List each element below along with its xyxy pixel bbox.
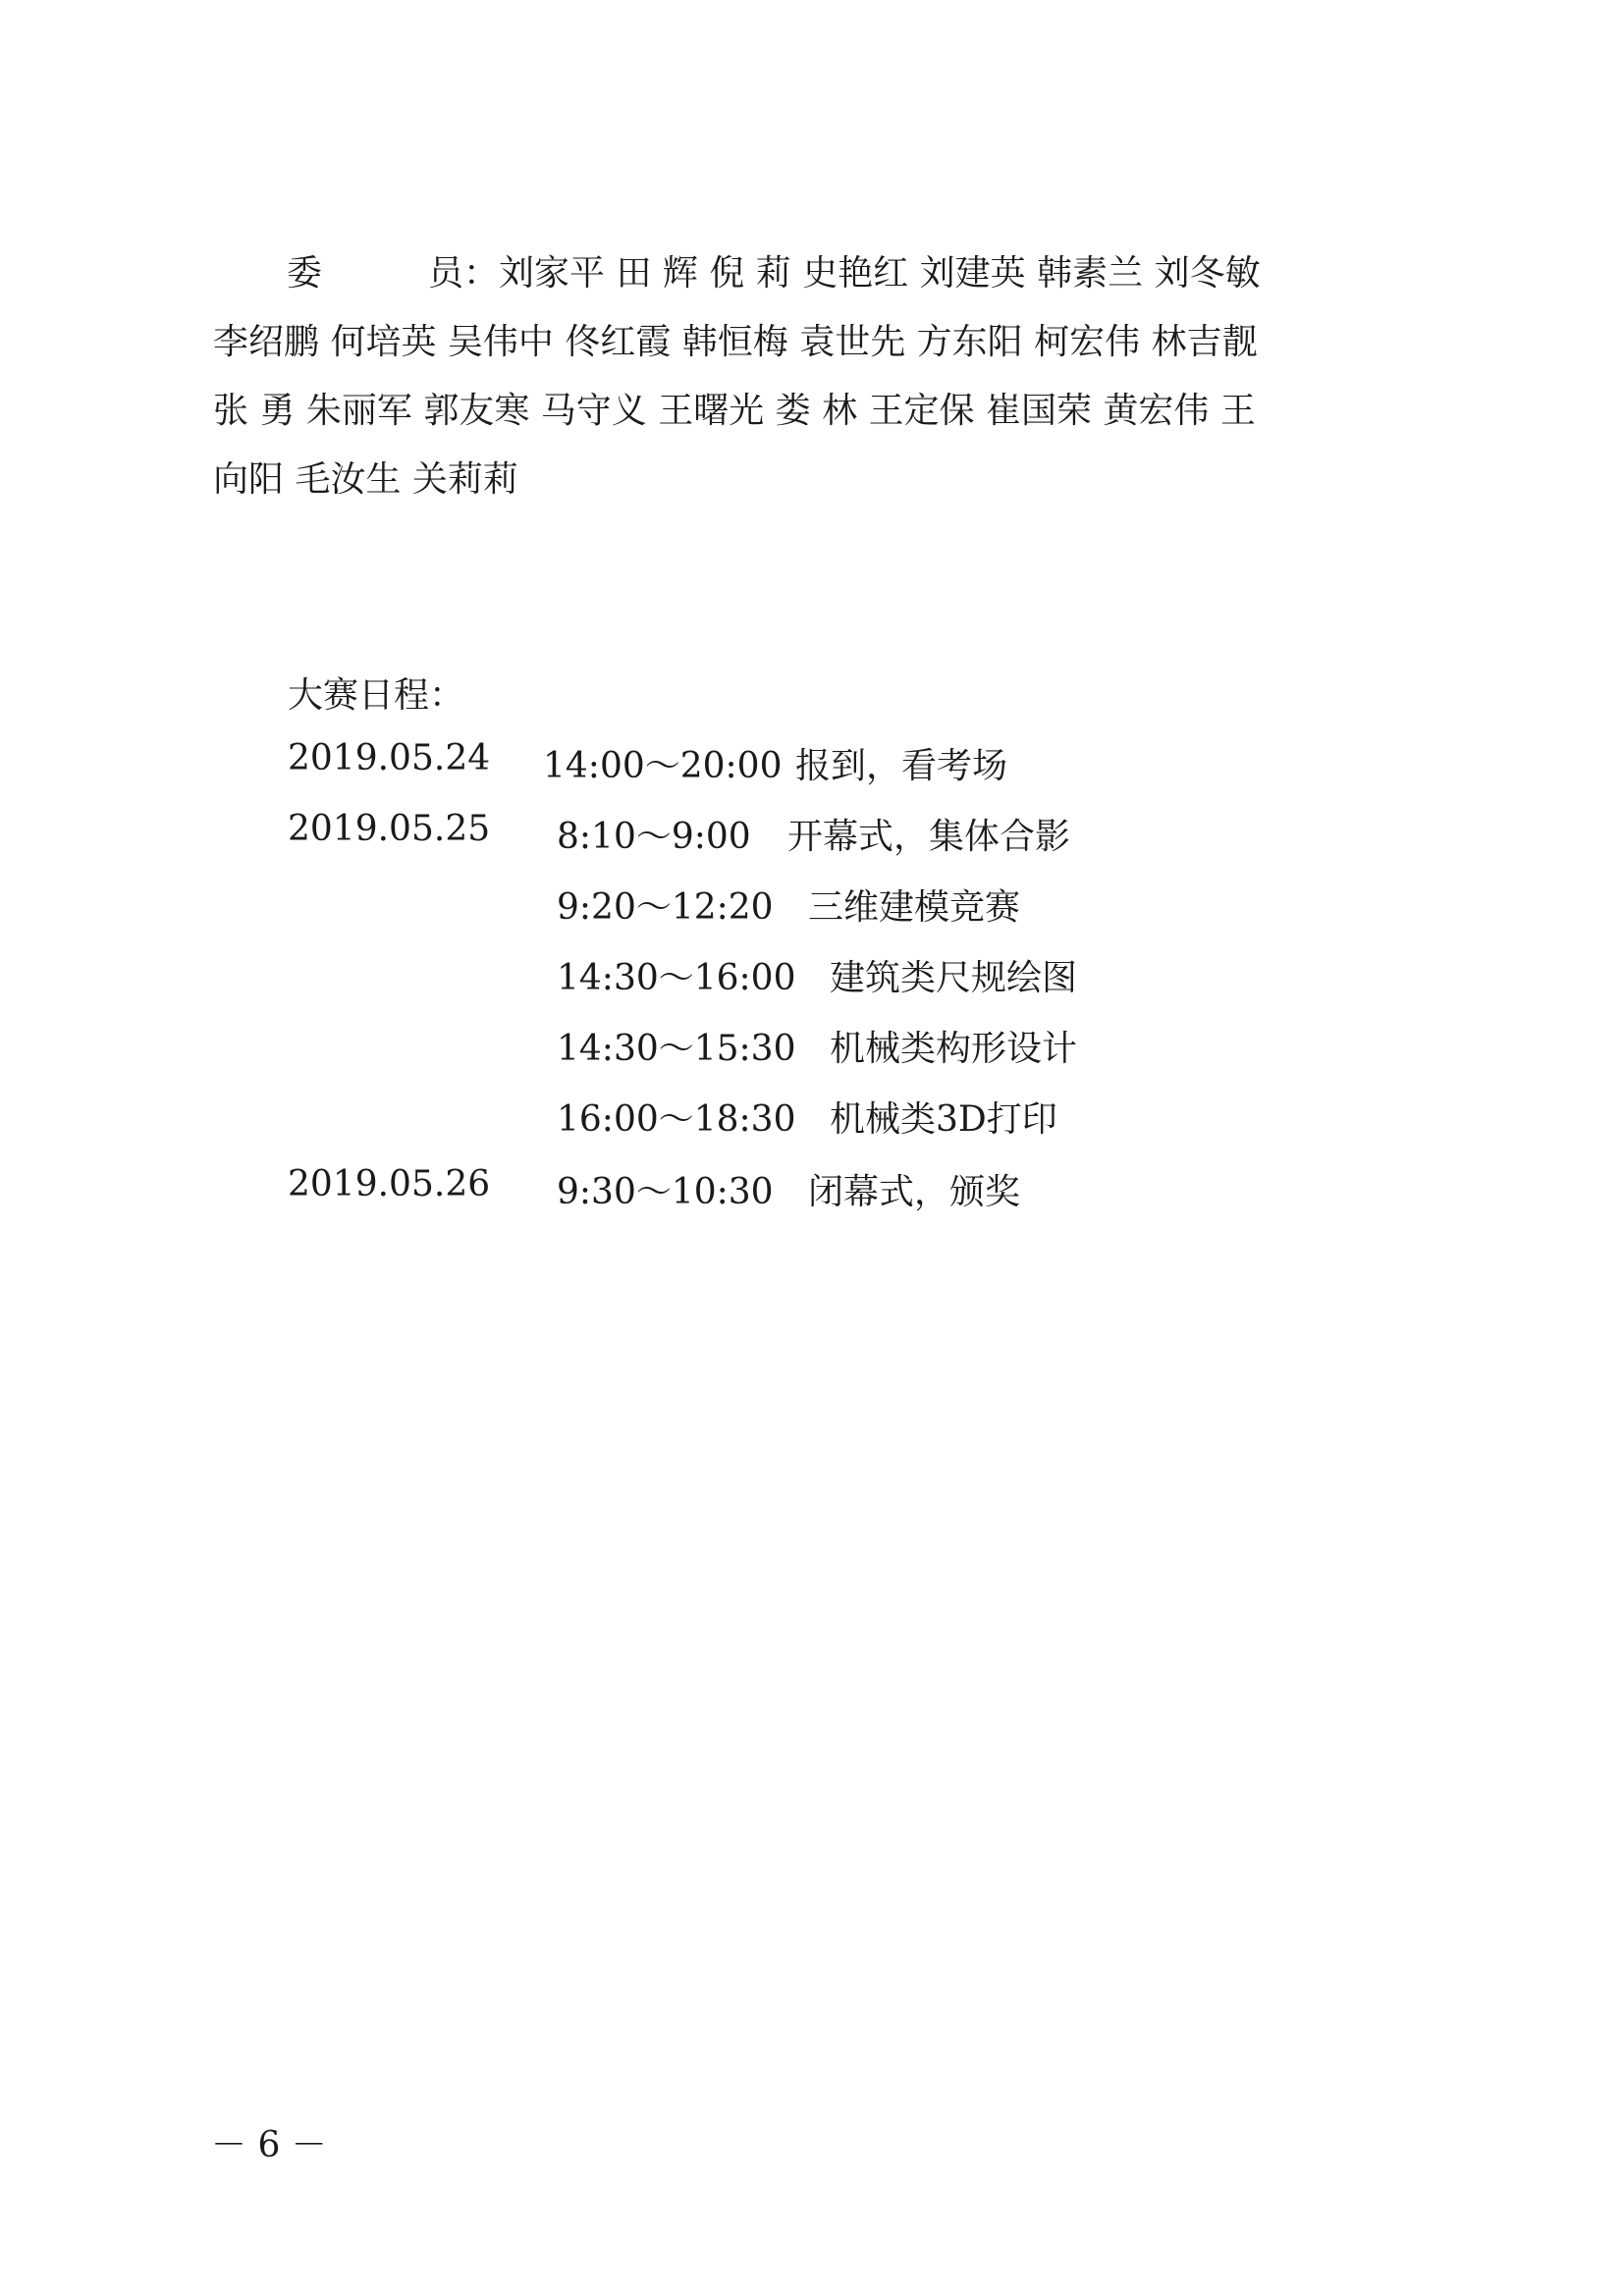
- schedule-date: 2019.05.26: [288, 1164, 491, 1204]
- committee-line-3: 张 勇 朱丽军 郭友寒 马守义 王曙光 娄 林 王定保 崔国荣 黄宏伟 王: [213, 391, 1256, 431]
- schedule-time: 9:20～12:20: [557, 887, 774, 928]
- schedule-event: 报到，看考场: [795, 746, 1008, 786]
- schedule-event: 三维建模竞赛: [808, 887, 1021, 928]
- committee-label: 委 员：: [287, 253, 500, 294]
- schedule-title: 大赛日程：: [288, 675, 465, 716]
- schedule-time: 8:10～9:00: [557, 817, 751, 857]
- schedule-time: 9:30～10:30: [557, 1172, 774, 1212]
- schedule-event: 机械类构形设计: [830, 1029, 1078, 1069]
- schedule-time: 14:30～15:30: [557, 1029, 796, 1069]
- schedule-time: 14:00～20:00: [543, 746, 783, 786]
- committee-line-2: 李绍鹏 何培英 吴伟中 佟红霞 韩恒梅 袁世先 方东阳 柯宏伟 林吉靓: [213, 322, 1258, 362]
- schedule-time: 14:30～16:00: [557, 958, 796, 998]
- schedule-event: 机械类3D打印: [830, 1099, 1057, 1140]
- schedule-event: 建筑类尺规绘图: [830, 958, 1078, 998]
- schedule-date: 2019.05.24: [288, 738, 491, 778]
- schedule-event: 闭幕式，颁奖: [808, 1172, 1021, 1212]
- schedule-time: 16:00～18:30: [557, 1099, 796, 1140]
- committee-members-1: 刘家平 田 辉 倪 莉 史艳红 刘建英 韩素兰 刘冬敏: [499, 253, 1261, 294]
- committee-line-4: 向阳 毛汝生 关莉莉: [213, 459, 518, 500]
- schedule-event: 开幕式，集体合影: [787, 817, 1071, 857]
- committee-line-1: [287, 240, 1261, 308]
- page-number: － 6 －: [211, 2125, 327, 2165]
- schedule-date: 2019.05.25: [288, 809, 491, 849]
